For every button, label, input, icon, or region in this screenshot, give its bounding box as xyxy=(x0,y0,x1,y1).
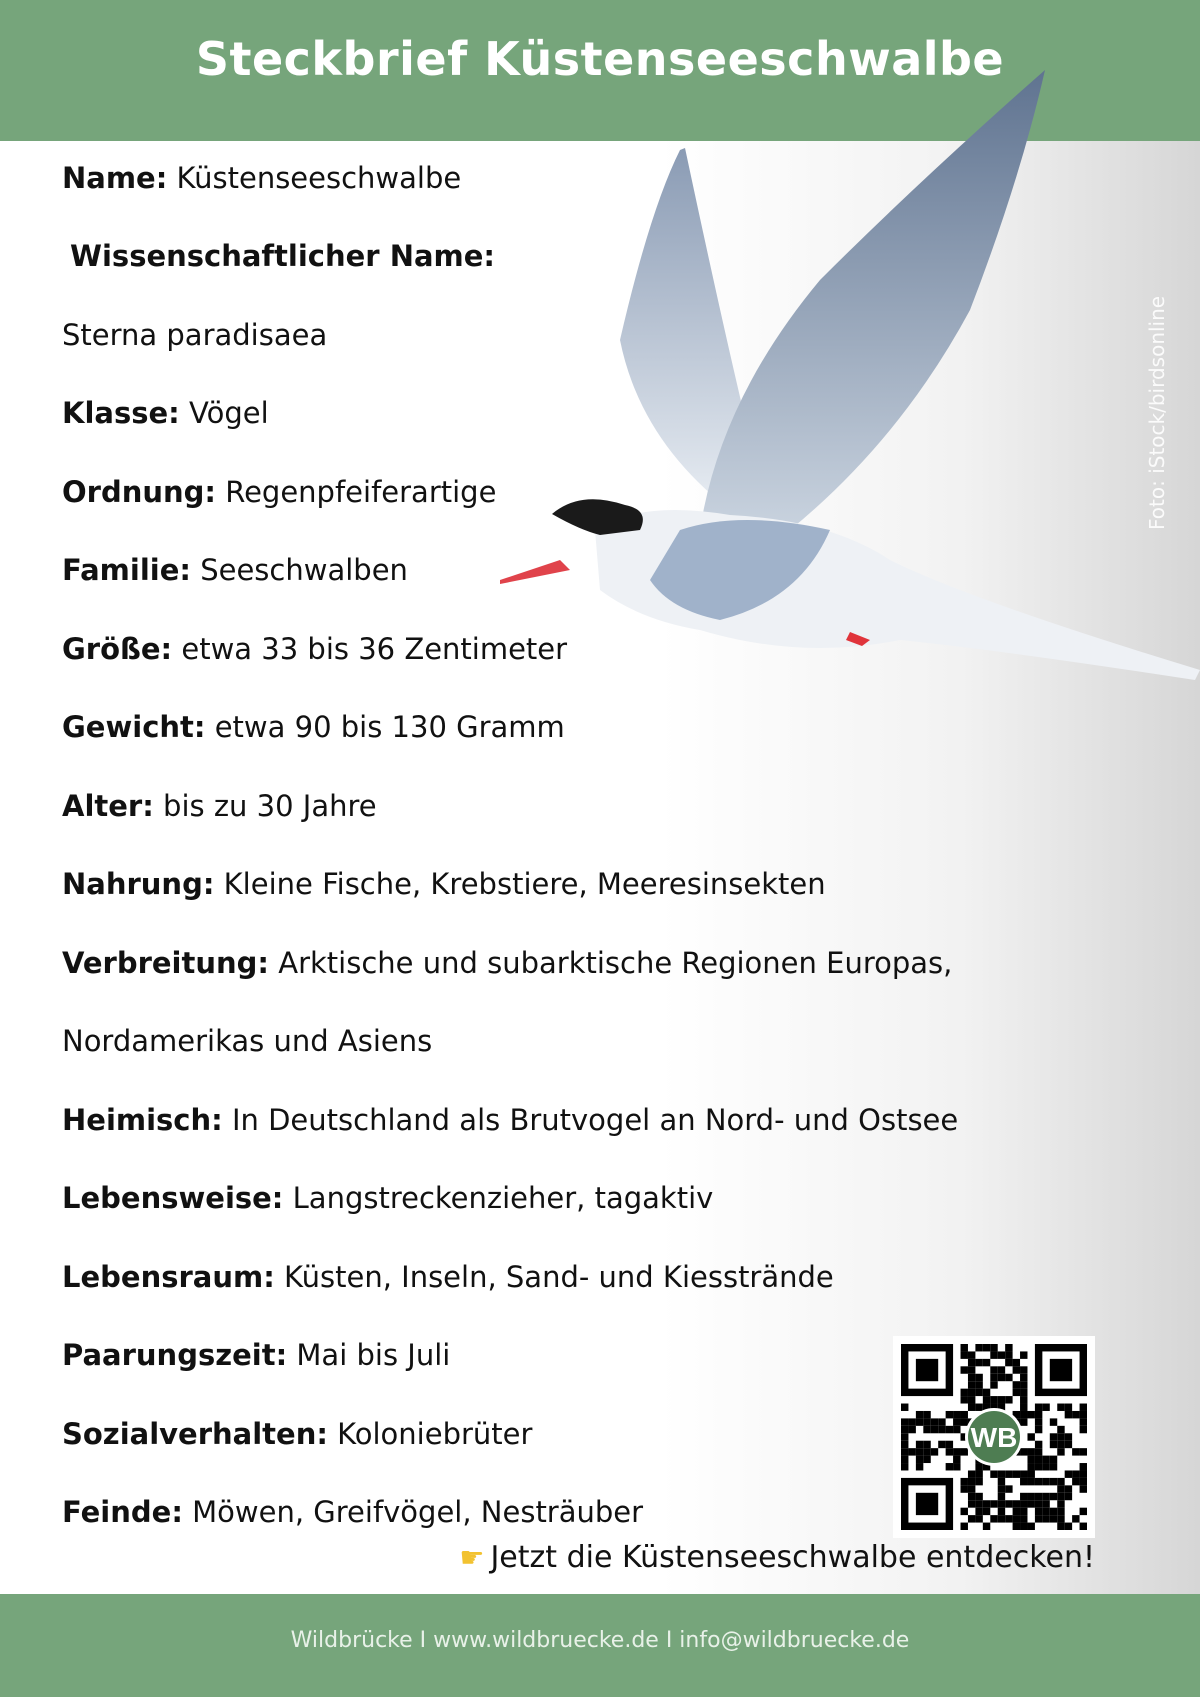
fact-distribution: Verbreitung: Arktische und subarktische Regionen Europas, xyxy=(62,946,953,980)
fact-size: Größe: etwa 33 bis 36 Zentimeter xyxy=(62,632,568,666)
qr-code[interactable] xyxy=(893,1336,1095,1538)
cta-link[interactable] xyxy=(459,1540,1095,1575)
photo-credit: Foto: iStock/birdsonline xyxy=(1145,295,1169,530)
footer-contact: Wildbrücke I www.wildbruecke.de I info@wildbruecke.de xyxy=(290,1628,910,1653)
fact-habitat: Lebensraum: Küsten, Inseln, Sand- und Kiesstrände xyxy=(62,1260,834,1294)
fact-family: Familie: Seeschwalben xyxy=(62,553,408,587)
fact-native: Heimisch: In Deutschland als Brutvogel an Nord- und Ostsee xyxy=(62,1103,959,1137)
cta-text: Jetzt die Küstenseeschwalbe entdecken! xyxy=(490,1540,1095,1575)
wb-logo xyxy=(964,1407,1024,1467)
page-title: Steckbrief Küstenseeschwalbe xyxy=(195,31,1005,86)
fact-class: Klasse: Vögel xyxy=(62,396,269,430)
fact-distribution-cont: Nordamerikas und Asiens xyxy=(62,1024,433,1058)
fact-weight: Gewicht: etwa 90 bis 130 Gramm xyxy=(62,710,565,744)
fact-scientific-name-value: Sterna paradisaea xyxy=(62,318,328,352)
svg-text:WB: WB xyxy=(970,1422,1018,1453)
footer xyxy=(0,1594,1200,1697)
fact-scientific-name-label: Wissenschaftlicher Name: xyxy=(70,239,496,273)
fact-enemies: Feinde: Möwen, Greifvögel, Nesträuber xyxy=(62,1495,644,1529)
fact-food: Nahrung: Kleine Fische, Krebstiere, Meeresinsekten xyxy=(62,867,826,901)
fact-social-behavior: Sozialverhalten: Koloniebrüter xyxy=(62,1417,533,1451)
fact-mating-season: Paarungszeit: Mai bis Juli xyxy=(62,1338,451,1372)
fact-lifestyle: Lebensweise: Langstreckenzieher, tagaktiv xyxy=(62,1181,714,1215)
fact-age: Alter: bis zu 30 Jahre xyxy=(62,789,377,823)
pointing-hand-icon: ☛ xyxy=(459,1541,485,1574)
fact-name: Name: Küstenseeschwalbe xyxy=(62,161,462,195)
arctic-tern-photo xyxy=(500,60,1200,700)
fact-order: Ordnung: Regenpfeiferartige xyxy=(62,475,497,509)
